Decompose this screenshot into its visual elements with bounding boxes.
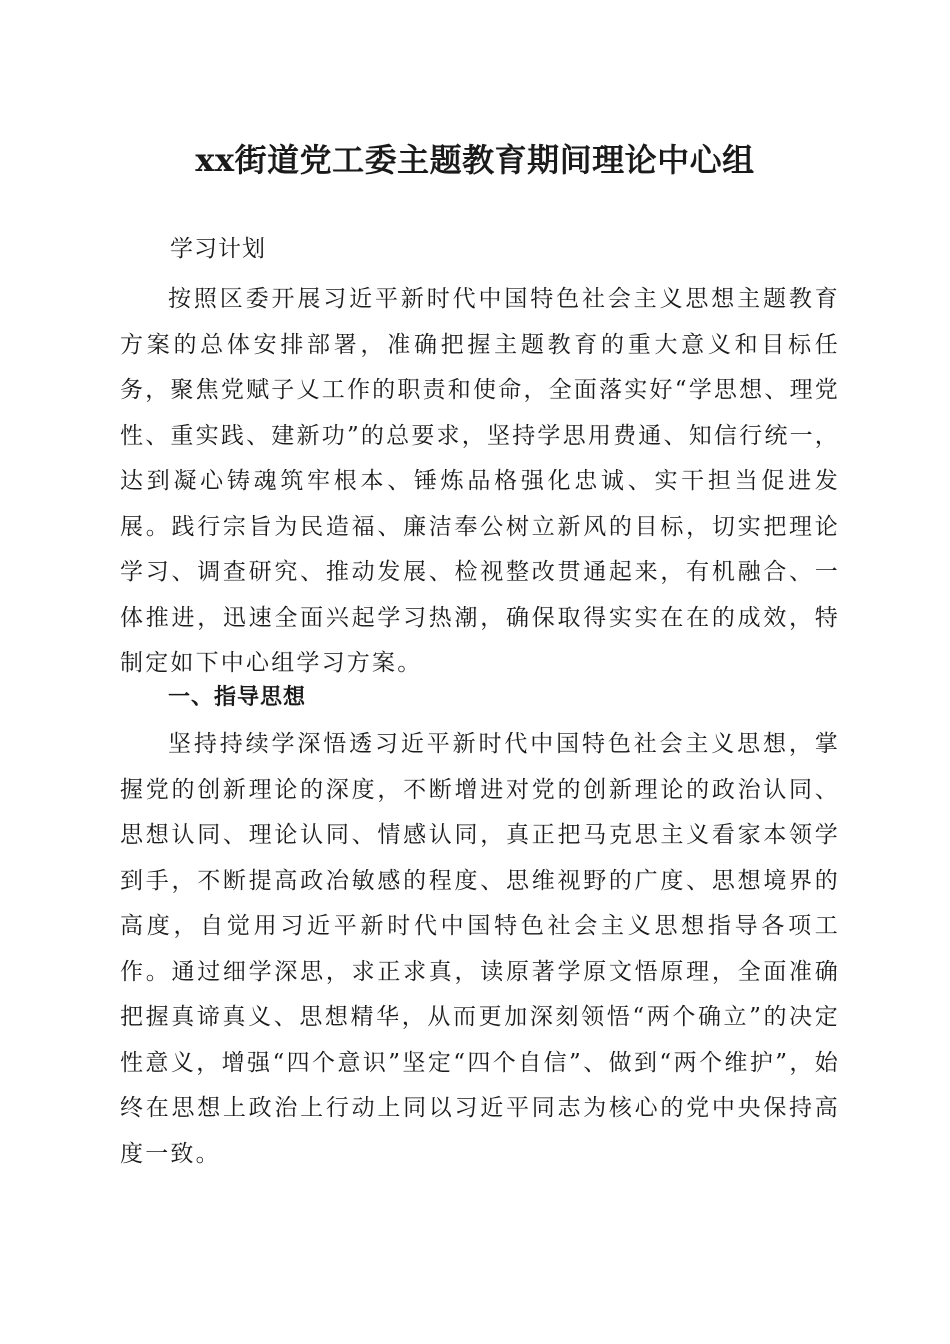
document-subtitle: 学习计划	[170, 236, 266, 262]
section-heading-guiding-ideology: 一、指导思想	[168, 685, 307, 710]
guiding-ideology-paragraph: 坚持持续学深悟透习近平新时代中国特色社会主义思想，掌握党的创新理论的深度，不断增进对党的创新理论的政治认同、思想认同、理论认同、情感认同，真正把马克思主义看家本领学到手，不断提高政冶敏感的程度、思维视野的广度、思想境界的高度，自觉用习近平新时代中国特色社会主义思想指导各项工作。通过细学深思，求正求真，读原著学原文悟原理，全面准确把握真谛真义、思想精华，从而更加深刻领悟“两个确立”的决定性意义，增强“四个意识”坚定“四个自信”、做到“两个维护”，始终在思想上政治上行动上同以习近平同志为核心的党中央保持高度一致。	[120, 731, 840, 1167]
document-title: xx街道党工委主题教育期间理论中心组	[195, 141, 755, 179]
intro-paragraph: 按照区委开展习近平新时代中国特色社会主义思想主题教育方案的总体安排部署，准确把握主题教育的重大意义和目标任务，聚焦党赋子乂工作的职责和使命，全面落实好“学思想、理党性、重实践、建新功”的总要求，坚持学思用费通、知信行统一，达到凝心铸魂筑牢根本、锤炼品格强化忠诚、实干担当促进发展。践行宗旨为民造福、廉洁奉公树立新风的目标，切实把理论学习、调查研究、推动发展、检视整改贯通起来，有机融合、一体推进，迅速全面兴起学习热潮，确保取得实实在在的成效，特制定如下中心组学习方案。	[120, 286, 840, 676]
